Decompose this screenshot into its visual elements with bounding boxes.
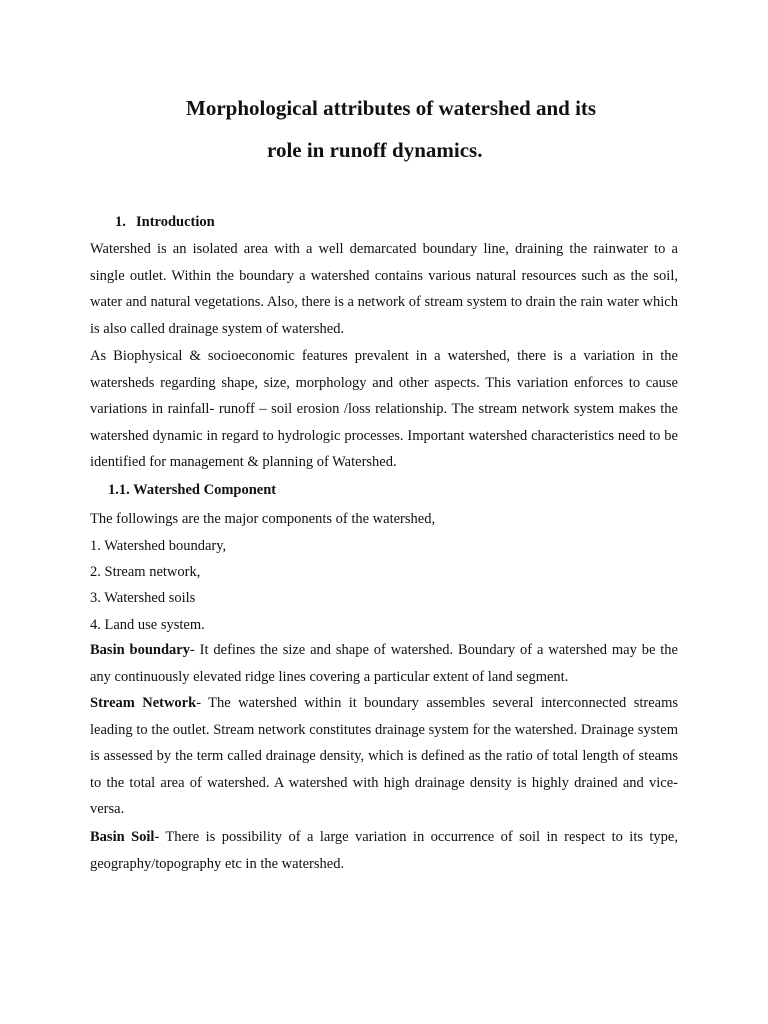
basin-soil-paragraph: [90, 824, 678, 877]
intro-paragraph-1: Watershed is an isolated area with a well demarcated boundary line, draining the rainwater to a single outlet. Within the boundary a watershed contains various natural resources such as the soil, water and natural vegetations. Also, there is a network of stream system to drain the rain water which is also called drainage system of watershed.: [90, 241, 678, 337]
list-item: 4. Land use system.: [90, 617, 205, 633]
list-item: 3. Watershed soils: [90, 590, 196, 606]
document-title-line-1: Morphological attributes of watershed and its: [186, 96, 597, 120]
document-title-line-2: role in runoff dynamics.: [267, 138, 483, 162]
subsection-heading-watershed-component: 1.1. Watershed Component: [108, 482, 277, 498]
stream-network-term: Stream Network: [90, 695, 197, 711]
basin-boundary-paragraph: [90, 637, 678, 690]
component-intro-text: The followings are the major components of the watershed,: [90, 511, 436, 527]
section-heading-introduction: Introduction: [136, 214, 215, 230]
stream-network-paragraph: [90, 690, 678, 823]
basin-boundary-term: Basin boundary: [90, 642, 190, 658]
basin-soil-text: - There is possibility of a large variation in occurrence of soil in respect to its type, geography/topography etc in the watershed.: [90, 829, 678, 872]
intro-paragraph-2: As Biophysical & socioeconomic features prevalent in a watershed, there is a variation in the watersheds regarding shape, size, morphology and other aspects. This variation enforces to cause variations in rainfall- runoff – soil erosion /loss relationship. The stream network system makes the watershed dynamic in regard to hydrologic processes. Important watershed characteristics need to be identified for management & planning of Watershed.: [90, 348, 678, 471]
list-item: 2. Stream network,: [90, 564, 201, 580]
list-item: 1. Watershed boundary,: [90, 538, 227, 554]
section-number: 1.: [115, 214, 126, 230]
basin-boundary-text: - It defines the size and shape of watershed. Boundary of a watershed may be the any continuously elevated ridge lines covering a particular extent of land segment.: [90, 642, 678, 685]
basin-soil-term: Basin Soil: [90, 829, 155, 845]
stream-network-text: - The watershed within it boundary assembles several interconnected streams leading to the outlet. Stream network constitutes drainage system for the watershed. Drainage system is assessed by the term called drainage density, which is defined as the ratio of total length of steams to the total area of watershed. A watershed with high drainage density is highly drained and vice- versa.: [90, 695, 678, 818]
